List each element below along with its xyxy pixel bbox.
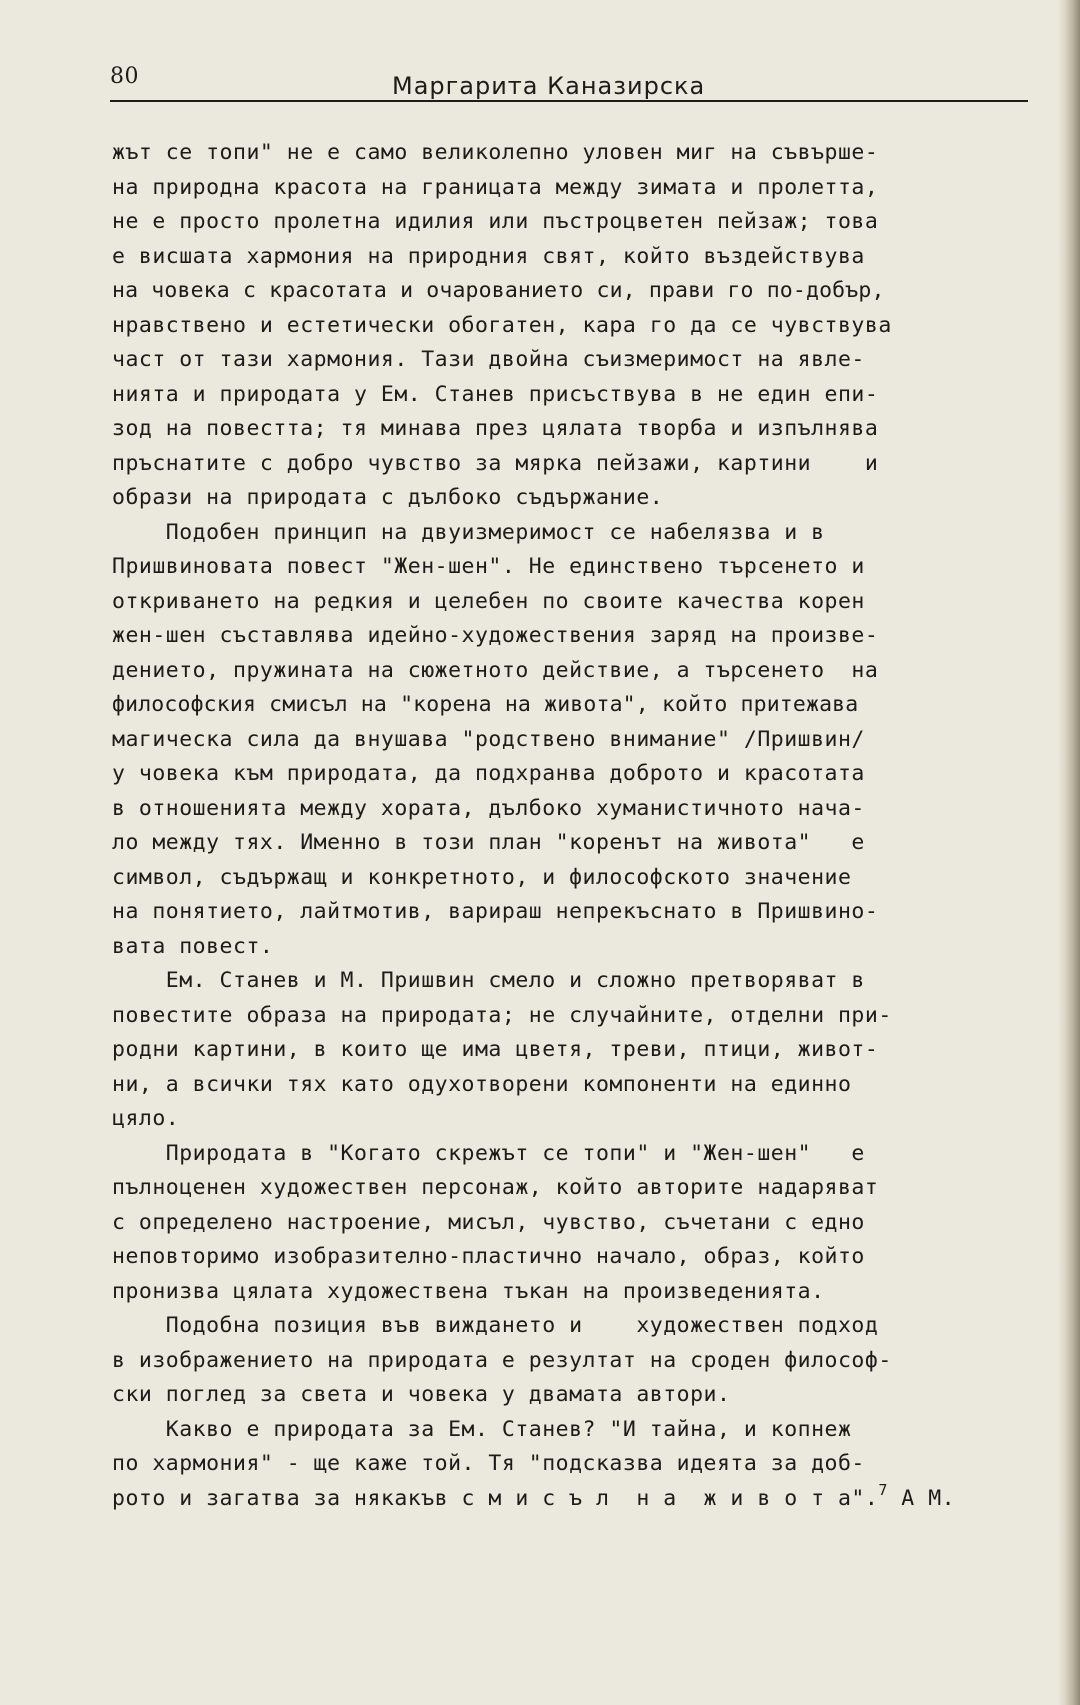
text-line: Подобен принцип на двуизмеримост се набелязва и в bbox=[112, 519, 825, 545]
text-line: по хармония" - ще каже той. Тя "подсказва идеята за доб- bbox=[112, 1451, 865, 1476]
running-header bbox=[110, 62, 1028, 102]
text-line: философския смисъл на "корена на живота", който притежава bbox=[112, 692, 859, 717]
text-line: ни, а всички тях като одухотворени компоненти на единно bbox=[112, 1071, 852, 1097]
text-line: откриването на редкия и целебен по своите качества корен bbox=[112, 588, 865, 614]
text-line: в изображението на природата е резултат на сроден философ- bbox=[112, 1347, 892, 1373]
text-line: дението, пружината на сюжетното действие, а търсенето на bbox=[112, 657, 879, 683]
text-line: е висшата хармония на природния свят, който въздействува bbox=[112, 243, 865, 269]
text-line: неповторимо изобразително-пластично начало, образ, който bbox=[112, 1244, 865, 1269]
text-line: Пришвиновата повест "Жен-шен". Не единствено търсенето и bbox=[112, 554, 865, 579]
text-line: цяло. bbox=[112, 1106, 180, 1131]
header-rule bbox=[110, 100, 1028, 102]
text-line: жът се топи" не е само великолепно уловен миг на съвърше- bbox=[112, 140, 879, 165]
text-line: не е просто пролетна идилия или пъстроцветен пейзаж; това bbox=[112, 209, 879, 234]
text-line: нията и природата у Ем. Станев присъствува в не един епи- bbox=[112, 381, 879, 407]
text-line: ло между тях. Именно в този план "коренът на живота" е bbox=[112, 830, 865, 855]
text-line: символ, съдържащ и конкретното, и философското значение bbox=[112, 864, 852, 890]
body-text bbox=[112, 136, 1024, 1516]
text-line: пръснатите с добро чувство за мярка пейзажи, картини и bbox=[112, 450, 879, 476]
text-line: жен-шен съставлява идейно-художествения заряд на произве- bbox=[112, 623, 879, 648]
page-edge-shadow bbox=[1058, 0, 1080, 1705]
footnote-marker: 7 bbox=[878, 1480, 888, 1499]
text-line: Ем. Станев и М. Пришвин смело и сложно претворяват в bbox=[112, 968, 865, 993]
text-line: на понятието, лайтмотив, варираш непрекъснато в Пришвино- bbox=[112, 899, 879, 924]
text-line: родни картини, в които ще има цветя, треви, птици, живот- bbox=[112, 1037, 879, 1062]
last-line-initials: А М. bbox=[887, 1485, 956, 1511]
text-line: магическа сила да внушава "родствено внимание" /Пришвин/ bbox=[112, 726, 865, 752]
text-line: на човека с красотата и очарованието си, прави го по-добър, bbox=[112, 278, 885, 303]
text-line: пронизва цялата художествена тъкан на произведенията. bbox=[112, 1278, 825, 1304]
text-line: образи на природата с дълбоко съдържание. bbox=[112, 485, 664, 510]
text-line: ски поглед за света и човека у двамата автори. bbox=[112, 1382, 731, 1407]
text-line: Природата в "Когато скрежът се топи" и "Жен-шен" е bbox=[112, 1140, 865, 1166]
text-line: в отношенията между хората, дълбоко хуманистичното нача- bbox=[112, 795, 865, 821]
text-line: нравствено и естетически обогатен, кара го да се чувствува bbox=[112, 312, 892, 338]
text-line: Какво е природата за Ем. Станев? "И тайна, и копнеж bbox=[112, 1416, 852, 1442]
text-line: на природна красота на границата между зимата и пролетта, bbox=[112, 174, 879, 200]
text-line: с определено настроение, мисъл, чувство, съчетани с едно bbox=[112, 1209, 865, 1235]
text-line: у човека към природата, да подхранва доброто и красотата bbox=[112, 761, 865, 786]
text-line: пълноценен художествен персонаж, който авторите надаряват bbox=[112, 1175, 879, 1200]
text-line-last bbox=[112, 1482, 1024, 1517]
spaced-emphasis-text: с м и с ъ л н а ж и в о т а". bbox=[461, 1485, 879, 1511]
text-line: част от тази хармония. Тази двойна съизмеримост на явле- bbox=[112, 347, 865, 372]
text-line: Подобна позиция във виждането и художествен подход bbox=[112, 1313, 879, 1338]
page-number: 80 bbox=[110, 64, 139, 89]
text-line: вата повест. bbox=[112, 933, 274, 959]
text-line: зод на повестта; тя минава през цялата творба и изпълнява bbox=[112, 416, 879, 441]
last-line-text: рото и загатва за някакъв bbox=[112, 1485, 462, 1511]
text-line: повестите образа на природата; не случайните, отделни при- bbox=[112, 1002, 892, 1028]
running-title-author: Маргарита Каназирска bbox=[392, 72, 706, 100]
